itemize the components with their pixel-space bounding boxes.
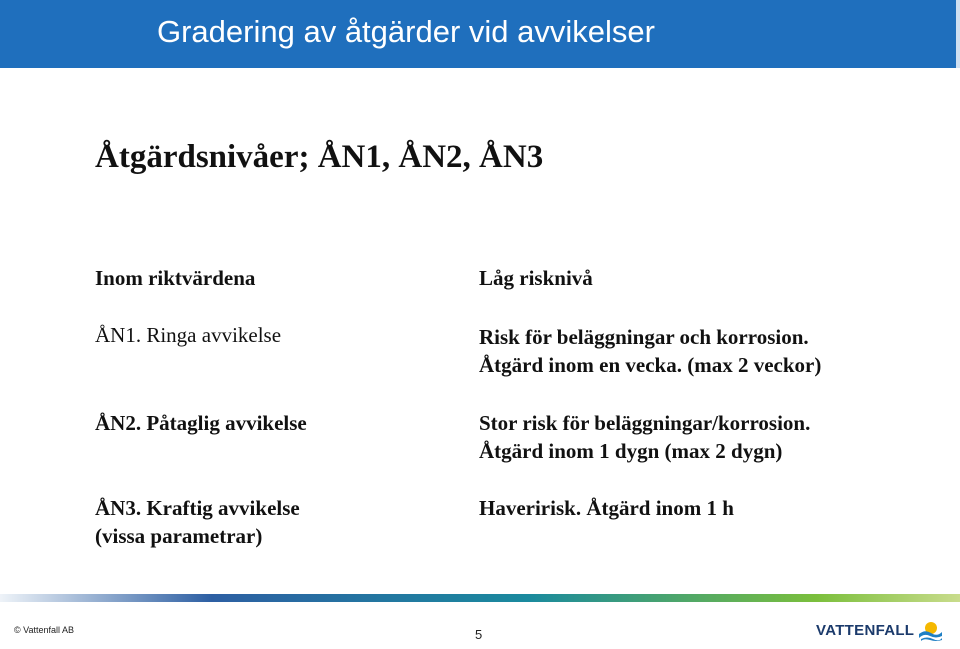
level-label-an1: ÅN1. Ringa avvikelse	[95, 323, 282, 347]
footer-gradient-band	[0, 594, 960, 602]
level-description-an2-line2: Åtgärd inom 1 dygn (max 2 dygn)	[479, 439, 783, 463]
level-label-within-limits: Inom riktvärdena	[95, 266, 256, 290]
vattenfall-logo	[816, 617, 943, 643]
slide-title: Gradering av åtgärder vid avvikelser	[157, 14, 655, 49]
copyright-notice: © Vattenfall AB	[14, 625, 74, 635]
vattenfall-sun-wave-icon	[917, 618, 943, 642]
level-label-an2: ÅN2. Påtaglig avvikelse	[95, 411, 307, 435]
title-bar	[0, 0, 960, 68]
slide-subtitle: Åtgärdsnivåer; ÅN1, ÅN2, ÅN3	[95, 139, 544, 175]
logo-text: VATTENFALL	[816, 621, 915, 639]
level-description-an1-line2: Åtgärd inom en vecka. (max 2 veckor)	[479, 353, 822, 377]
page-number: 5	[475, 627, 483, 642]
level-description-low-risk: Låg risknivå	[479, 266, 593, 290]
level-label-an3-line2: (vissa parametrar)	[95, 524, 263, 548]
level-description-an2-line1: Stor risk för beläggningar/korrosion.	[479, 411, 811, 435]
level-label-an3-line1: ÅN3. Kraftig avvikelse	[95, 496, 300, 520]
level-description-an1-line1: Risk för beläggningar och korrosion.	[479, 325, 809, 349]
level-description-an3: Haveririsk. Åtgärd inom 1 h	[479, 496, 734, 520]
